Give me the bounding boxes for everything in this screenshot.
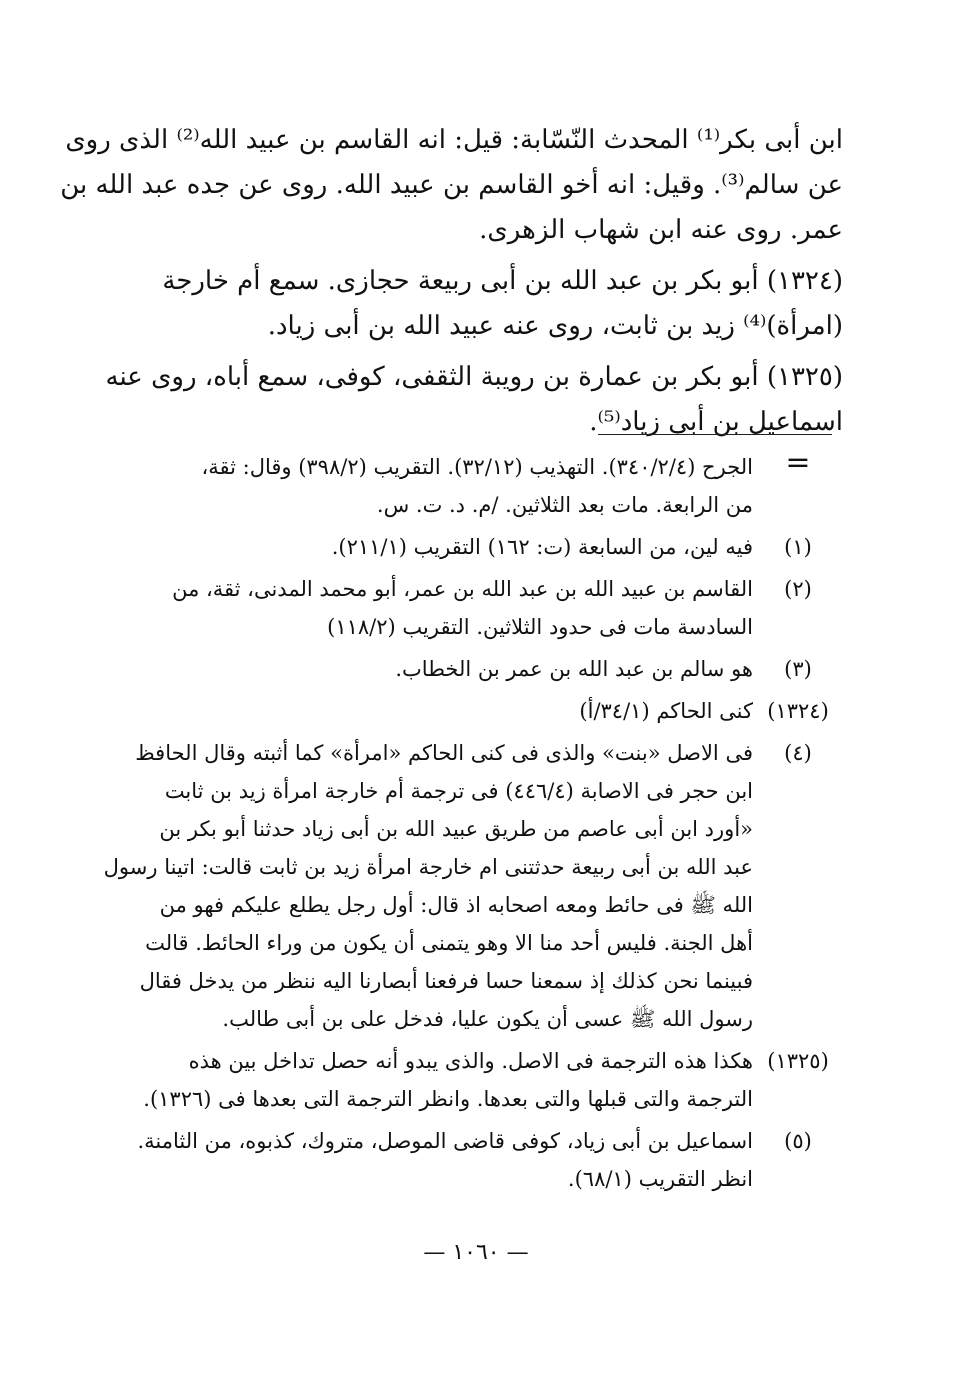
footnote-marker: (٣) bbox=[784, 657, 812, 681]
footnote-1325 bbox=[88, 1042, 843, 1118]
footnote-line: هكذا هذه الترجمة فى الاصل. والذى يبدو أنه حصل تداخل بين هذه bbox=[188, 1049, 753, 1073]
footnote-line: القاسم بن عبيد الله بن عبد الله بن عمر، أبو محمد المدنى، ثقة، من bbox=[172, 577, 753, 601]
footnote-4 bbox=[88, 734, 843, 1038]
footnote-continuation bbox=[88, 445, 843, 524]
footnote-1324 bbox=[88, 692, 843, 730]
footnote-line: الترجمة والتى قبلها والتى بعدها. وانظر الترجمة التى بعدها فى (١٣٢٦). bbox=[143, 1087, 753, 1111]
footnote-marker: (٥) bbox=[784, 1129, 812, 1153]
footnote-line: فيه لين، من السابعة (ت: ١٦٢) التقريب (٢١١/١). bbox=[331, 535, 753, 559]
footnote-body bbox=[88, 528, 753, 566]
footnote-line: من الرابعة. مات بعد الثلاثين. /م. د. ت. س. bbox=[376, 493, 753, 517]
footnote-line: عبد الله بن أبى ربيعة حدثتنى ام خارجة امرأة زيد بن ثابت قالت: اتينا رسول bbox=[103, 855, 753, 879]
footnote-line: اسماعيل بن أبى زياد، كوفى قاضى الموصل، متروك، كذبوه، من الثامنة. bbox=[137, 1129, 753, 1153]
footnote-body bbox=[88, 650, 753, 688]
footnote-line: كنى الحاكم (٣٤/١/أ) bbox=[579, 699, 753, 723]
footnote-body bbox=[88, 692, 753, 730]
footnote-line: فبينما نحن كذلك إذ سمعنا حسا فرفعنا أبصارنا اليه ننظر من يدخل فقال bbox=[139, 969, 753, 993]
footnote-divider bbox=[598, 434, 832, 435]
footnote-marker: (١) bbox=[784, 535, 812, 559]
footnote-line: انظر التقريب (٦٨/١). bbox=[567, 1167, 753, 1191]
footnote-body bbox=[88, 1042, 753, 1118]
footnote-body bbox=[88, 448, 753, 524]
text-line: ابن أبى بكر⁽¹⁾ المحدث النّسّابة: قيل: انه القاسم بن عبيد الله⁽²⁾ الذى روى bbox=[65, 125, 843, 155]
footnote-line: الجرح (٣٤٠/٢/٤). التهذيب (٣٢/١٢). التقريب (٣٩٨/٢) وقال: ثقة، bbox=[201, 455, 753, 479]
footnote-3 bbox=[88, 650, 843, 688]
footnote-body bbox=[88, 570, 753, 646]
footnote-line: هو سالم بن عبد الله بن عمر بن الخطاب. bbox=[395, 657, 753, 681]
footnote-marker: (١٣٢٤) bbox=[767, 699, 829, 723]
footnote-body bbox=[88, 734, 753, 1038]
text-line: عمر. روى عنه ابن شهاب الزهرى. bbox=[479, 215, 843, 245]
footnote-line: ابن حجر فى الاصابة (٤٤٦/٤) فى ترجمة أم خارجة امرأة زيد بن ثابت bbox=[164, 779, 753, 803]
text-line: عن سالم⁽³⁾. وقيل: انه أخو القاسم بن عبيد الله. روى عن جده عبد الله بن bbox=[60, 170, 843, 200]
text-line: (١٣٢٤) أبو بكر بن عبد الله بن أبى ربيعة حجازى. سمع أم خارجة bbox=[162, 266, 843, 296]
footnote-line: رسول الله ﷺ عسى أن يكون عليا، فدخل على بن أبى طالب. bbox=[222, 1007, 753, 1031]
footnote-1 bbox=[88, 528, 843, 566]
footnote-line: «أورد ابن أبى عاصم من طريق عبيد الله بن أبى زياد حدثنا أبو بكر بن bbox=[159, 817, 753, 841]
footnote-line: فى الاصل «بنت» والذى فى كنى الحاكم «امرأة» كما أثبته وقال الحافظ bbox=[135, 741, 753, 765]
page-number: — ١٠٦٠ — bbox=[423, 1240, 529, 1265]
footnotes bbox=[88, 445, 843, 1202]
footnote-line: السادسة مات فى حدود الثلاثين. التقريب (١١٨/٢) bbox=[327, 615, 753, 639]
footnote-marker: (٤) bbox=[784, 741, 812, 765]
footnote-line: الله ﷺ فى حائط ومعه اصحابه اذ قال: أول رجل يطلع عليكم فهو من bbox=[159, 893, 753, 917]
footnote-2 bbox=[88, 570, 843, 646]
text-line: اسماعيل بن أبى زياد⁽⁵⁾. bbox=[589, 407, 843, 437]
text-line: (امرأة)⁽⁴⁾ زيد بن ثابت، روى عنه عبيد الله بن أبى زياد. bbox=[267, 311, 843, 341]
paragraph-entry-1324 bbox=[88, 259, 843, 349]
footnote-body bbox=[88, 1122, 753, 1198]
footnote-marker: (١٣٢٥) bbox=[767, 1049, 829, 1073]
footnote-marker: (٢) bbox=[784, 577, 812, 601]
text-line: (١٣٢٥) أبو بكر بن عمارة بن رويبة الثقفى، كوفى، سمع أباه، روى عنه bbox=[105, 362, 843, 392]
footnote-5 bbox=[88, 1122, 843, 1198]
paragraph-entry-1325 bbox=[88, 355, 843, 445]
paragraph-entry-intro bbox=[60, 118, 843, 253]
footnote-line: أهل الجنة. فليس أحد منا الا وهو يتمنى أن يكون من وراء الحائط. قالت bbox=[145, 931, 753, 955]
main-text bbox=[60, 118, 843, 451]
footnote-marker: = bbox=[785, 445, 811, 480]
